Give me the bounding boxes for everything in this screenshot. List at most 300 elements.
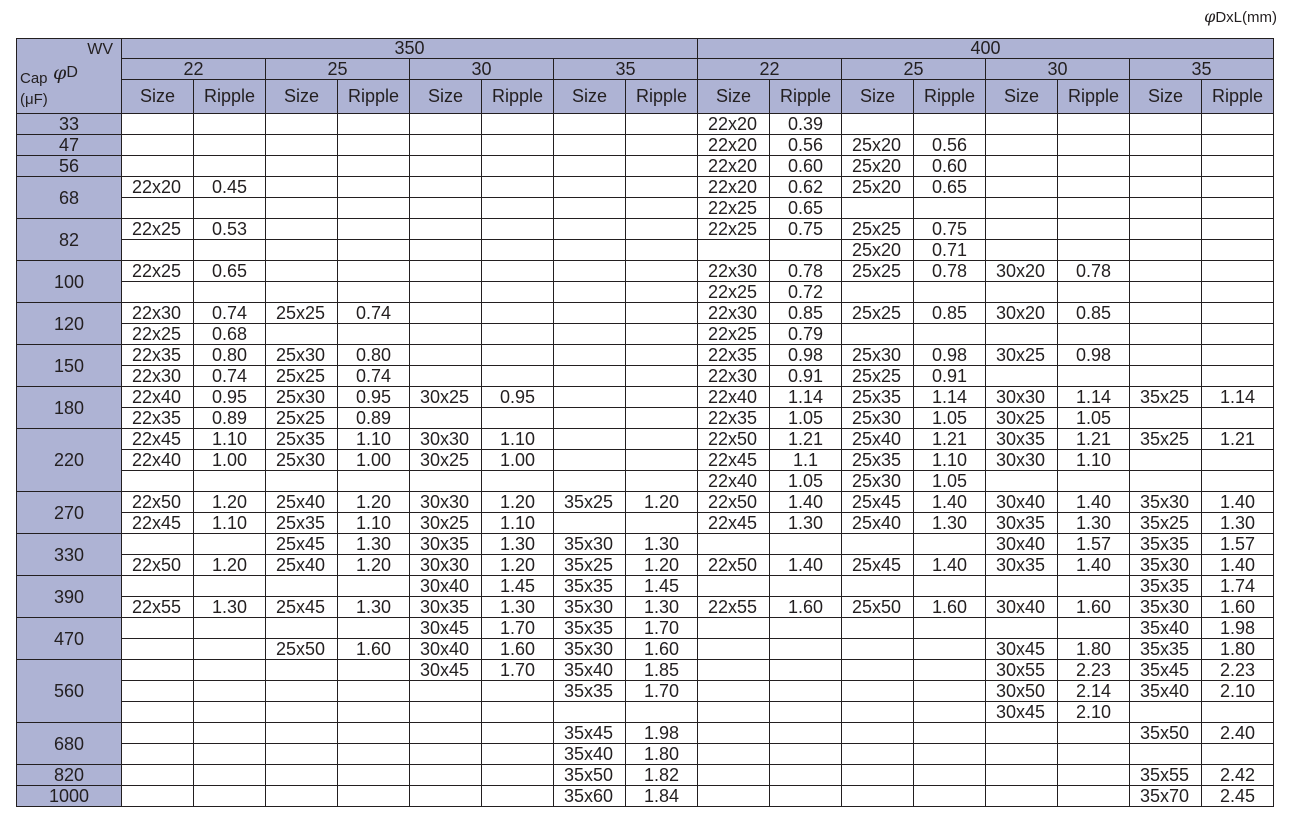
size-column-header: Size (986, 80, 1058, 114)
ripple-cell (1058, 114, 1130, 135)
size-cell: 30x40 (986, 492, 1058, 513)
size-cell (266, 576, 338, 597)
ripple-cell: 0.75 (914, 219, 986, 240)
size-cell: 25x30 (266, 450, 338, 471)
ripple-cell (482, 345, 554, 366)
ripple-cell (626, 303, 698, 324)
size-cell: 25x45 (842, 492, 914, 513)
size-cell: 22x35 (122, 408, 194, 429)
size-cell: 25x40 (266, 555, 338, 576)
table-row (17, 597, 1274, 618)
ripple-cell: 0.74 (338, 366, 410, 387)
size-cell: 35x60 (554, 786, 626, 807)
ripple-cell (1058, 219, 1130, 240)
size-column-header: Size (1130, 80, 1202, 114)
ripple-cell: 1.30 (914, 513, 986, 534)
capacitance-cell: 150 (17, 345, 122, 387)
ripple-cell (482, 219, 554, 240)
ripple-cell (770, 576, 842, 597)
ripple-cell (626, 177, 698, 198)
size-cell (122, 723, 194, 744)
size-cell: 30x50 (986, 681, 1058, 702)
table-row (17, 198, 1274, 219)
ripple-cell (1202, 345, 1274, 366)
size-cell (986, 618, 1058, 639)
ripple-cell: 0.62 (770, 177, 842, 198)
ripple-cell (1202, 366, 1274, 387)
ripple-cell (914, 744, 986, 765)
ripple-cell: 0.78 (770, 261, 842, 282)
size-cell (698, 702, 770, 723)
table-row (17, 282, 1274, 303)
ripple-cell (194, 156, 266, 177)
size-cell (698, 723, 770, 744)
size-cell (1130, 450, 1202, 471)
table-row (17, 366, 1274, 387)
size-cell (554, 366, 626, 387)
ripple-cell: 1.30 (770, 513, 842, 534)
table-row (17, 408, 1274, 429)
ripple-cell (482, 282, 554, 303)
size-cell (698, 639, 770, 660)
size-cell: 22x30 (698, 366, 770, 387)
ripple-cell (194, 618, 266, 639)
size-cell (410, 177, 482, 198)
capacitance-cell: 68 (17, 177, 122, 219)
ripple-cell: 1.10 (338, 429, 410, 450)
ripple-cell (1058, 177, 1130, 198)
size-cell: 22x55 (698, 597, 770, 618)
size-cell: 25x30 (266, 387, 338, 408)
ripple-cell: 1.20 (194, 555, 266, 576)
ripple-cell: 1.98 (1202, 618, 1274, 639)
size-cell: 35x30 (1130, 555, 1202, 576)
cap-label: Cap (20, 70, 48, 87)
table-row (17, 345, 1274, 366)
ripple-cell: 0.60 (770, 156, 842, 177)
size-cell: 30x40 (410, 639, 482, 660)
ripple-cell (194, 240, 266, 261)
ripple-cell: 1.57 (1202, 534, 1274, 555)
ripple-cell (338, 240, 410, 261)
size-cell (266, 114, 338, 135)
size-cell (554, 156, 626, 177)
ripple-cell (1202, 156, 1274, 177)
size-cell: 25x30 (842, 408, 914, 429)
ripple-cell (338, 786, 410, 807)
size-cell (266, 723, 338, 744)
size-cell (986, 219, 1058, 240)
capacitance-cell: 33 (17, 114, 122, 135)
ripple-cell: 0.74 (194, 366, 266, 387)
size-cell (986, 135, 1058, 156)
capacitance-cell: 100 (17, 261, 122, 303)
size-cell (266, 660, 338, 681)
size-cell (122, 576, 194, 597)
size-cell (842, 324, 914, 345)
diameter-header-1: 25 (266, 59, 410, 80)
ripple-cell: 1.00 (194, 450, 266, 471)
size-cell: 25x25 (842, 261, 914, 282)
size-cell: 30x25 (410, 513, 482, 534)
ripple-cell: 1.40 (1202, 555, 1274, 576)
ripple-cell (1202, 744, 1274, 765)
size-cell: 25x40 (842, 513, 914, 534)
size-cell: 25x35 (266, 429, 338, 450)
ripple-cell: 1.60 (338, 639, 410, 660)
size-cell (122, 282, 194, 303)
ripple-cell (1202, 135, 1274, 156)
ripple-cell: 2.45 (1202, 786, 1274, 807)
ripple-cell (1202, 471, 1274, 492)
voltage-header-400: 400 (698, 39, 1274, 59)
table-row (17, 744, 1274, 765)
ripple-cell: 1.40 (914, 492, 986, 513)
diameter-header-7: 35 (1130, 59, 1274, 80)
size-cell: 30x20 (986, 261, 1058, 282)
ripple-cell (626, 240, 698, 261)
size-cell: 35x45 (1130, 660, 1202, 681)
size-cell (554, 408, 626, 429)
ripple-cell (194, 114, 266, 135)
ripple-cell (194, 786, 266, 807)
size-cell (410, 156, 482, 177)
ripple-column-header: Ripple (626, 80, 698, 114)
size-cell: 25x25 (266, 408, 338, 429)
size-cell: 25x45 (842, 555, 914, 576)
size-cell (266, 786, 338, 807)
size-cell (986, 786, 1058, 807)
size-cell (986, 744, 1058, 765)
ripple-cell: 1.10 (482, 429, 554, 450)
ripple-cell (770, 240, 842, 261)
table-row (17, 429, 1274, 450)
size-cell (122, 240, 194, 261)
table-header (17, 39, 1274, 114)
ripple-cell: 1.21 (914, 429, 986, 450)
size-cell (122, 660, 194, 681)
size-cell (122, 639, 194, 660)
table-row (17, 513, 1274, 534)
ripple-cell (1202, 261, 1274, 282)
ripple-cell: 2.14 (1058, 681, 1130, 702)
size-cell (122, 471, 194, 492)
size-cell (842, 702, 914, 723)
table-row (17, 681, 1274, 702)
ripple-cell: 1.20 (338, 492, 410, 513)
ripple-cell: 1.21 (1202, 429, 1274, 450)
size-cell: 30x45 (410, 660, 482, 681)
size-cell: 30x45 (986, 639, 1058, 660)
size-cell: 30x40 (410, 576, 482, 597)
size-cell: 35x70 (1130, 786, 1202, 807)
ripple-cell: 0.80 (194, 345, 266, 366)
ripple-cell (194, 723, 266, 744)
size-cell (122, 681, 194, 702)
size-cell (554, 198, 626, 219)
size-cell (1130, 114, 1202, 135)
capacitance-cell: 1000 (17, 786, 122, 807)
table-row (17, 114, 1274, 135)
diameter-header-row (17, 59, 1274, 80)
ripple-cell: 1.10 (194, 513, 266, 534)
ripple-cell (914, 534, 986, 555)
ripple-cell (338, 324, 410, 345)
size-cell (410, 681, 482, 702)
ripple-cell (482, 240, 554, 261)
size-cell (266, 177, 338, 198)
ripple-cell (1202, 450, 1274, 471)
ripple-cell (482, 198, 554, 219)
ripple-cell (482, 135, 554, 156)
ripple-cell (626, 366, 698, 387)
ripple-cell: 0.74 (194, 303, 266, 324)
size-cell (1130, 366, 1202, 387)
size-cell (554, 324, 626, 345)
ripple-cell (482, 471, 554, 492)
size-cell: 35x35 (1130, 576, 1202, 597)
ripple-cell (338, 723, 410, 744)
size-cell (554, 114, 626, 135)
table-row (17, 135, 1274, 156)
ripple-cell: 1.40 (770, 492, 842, 513)
size-cell: 30x25 (986, 408, 1058, 429)
ripple-cell (338, 261, 410, 282)
ripple-cell: 1.14 (1058, 387, 1130, 408)
ripple-cell: 1.45 (626, 576, 698, 597)
size-cell (698, 744, 770, 765)
size-cell: 35x50 (554, 765, 626, 786)
ripple-cell: 2.40 (1202, 723, 1274, 744)
size-cell (842, 744, 914, 765)
size-cell: 22x20 (698, 114, 770, 135)
size-cell: 35x30 (554, 534, 626, 555)
ripple-cell: 1.10 (194, 429, 266, 450)
ripple-cell (1058, 576, 1130, 597)
ripple-cell (1058, 744, 1130, 765)
size-cell: 30x35 (986, 429, 1058, 450)
size-cell: 22x30 (122, 366, 194, 387)
size-cell (986, 177, 1058, 198)
size-cell: 35x30 (1130, 492, 1202, 513)
size-cell: 25x35 (842, 387, 914, 408)
ripple-cell: 0.60 (914, 156, 986, 177)
capacitance-cell: 820 (17, 765, 122, 786)
size-cell: 25x45 (266, 534, 338, 555)
size-cell (698, 765, 770, 786)
ripple-cell (1058, 282, 1130, 303)
ripple-cell (914, 282, 986, 303)
size-cell: 22x40 (122, 450, 194, 471)
ripple-cell: 1.70 (626, 618, 698, 639)
size-column-header: Size (266, 80, 338, 114)
ripple-cell: 2.10 (1058, 702, 1130, 723)
size-cell: 25x40 (842, 429, 914, 450)
ripple-cell: 1.30 (482, 597, 554, 618)
size-cell (698, 534, 770, 555)
ripple-cell: 0.74 (338, 303, 410, 324)
size-cell: 25x30 (842, 345, 914, 366)
ripple-cell (1058, 471, 1130, 492)
size-cell: 35x25 (1130, 513, 1202, 534)
ripple-cell: 2.23 (1058, 660, 1130, 681)
ripple-cell (482, 366, 554, 387)
ripple-cell (1058, 765, 1130, 786)
ripple-cell: 0.56 (770, 135, 842, 156)
size-cell: 22x50 (122, 492, 194, 513)
ripple-cell: 1.45 (482, 576, 554, 597)
size-cell: 25x20 (842, 135, 914, 156)
ripple-cell (626, 156, 698, 177)
size-cell (986, 723, 1058, 744)
size-cell (122, 156, 194, 177)
phi-symbol: φ (1204, 7, 1216, 26)
size-cell: 22x25 (698, 198, 770, 219)
ripple-cell (338, 471, 410, 492)
size-cell (554, 303, 626, 324)
size-cell: 30x40 (986, 534, 1058, 555)
ripple-cell: 0.85 (1058, 303, 1130, 324)
phi-d-symbol: φ (53, 62, 67, 84)
ripple-cell (338, 156, 410, 177)
size-cell (410, 744, 482, 765)
ripple-cell: 1.40 (1058, 555, 1130, 576)
ripple-cell (482, 261, 554, 282)
diameter-label (53, 62, 78, 84)
ripple-cell (1202, 702, 1274, 723)
ripple-cell (194, 639, 266, 660)
size-cell (986, 198, 1058, 219)
size-cell (842, 576, 914, 597)
size-cell (1130, 303, 1202, 324)
ripple-cell: 1.82 (626, 765, 698, 786)
size-cell: 25x20 (842, 177, 914, 198)
wv-label: WV (87, 41, 113, 58)
ripple-cell (626, 219, 698, 240)
size-cell (698, 681, 770, 702)
size-cell (410, 114, 482, 135)
size-cell: 30x30 (986, 387, 1058, 408)
table-row (17, 618, 1274, 639)
size-cell: 25x30 (266, 345, 338, 366)
ripple-cell (338, 135, 410, 156)
size-cell: 22x25 (122, 324, 194, 345)
size-cell: 30x30 (410, 555, 482, 576)
ripple-cell: 1.20 (194, 492, 266, 513)
capacitance-cell: 330 (17, 534, 122, 576)
ripple-cell (1058, 198, 1130, 219)
diameter-header-2: 30 (410, 59, 554, 80)
size-cell (410, 303, 482, 324)
size-cell: 22x20 (698, 177, 770, 198)
size-cell: 22x45 (698, 450, 770, 471)
ripple-cell (914, 786, 986, 807)
ripple-cell: 1.05 (770, 471, 842, 492)
size-cell: 30x25 (410, 450, 482, 471)
size-cell (1130, 240, 1202, 261)
ripple-cell: 1.20 (338, 555, 410, 576)
ripple-cell: 0.98 (914, 345, 986, 366)
ripple-cell (1058, 240, 1130, 261)
size-cell (410, 345, 482, 366)
size-cell: 35x25 (1130, 387, 1202, 408)
size-cell (1130, 744, 1202, 765)
table-row (17, 786, 1274, 807)
size-cell (410, 198, 482, 219)
size-cell (1130, 345, 1202, 366)
size-cell (410, 702, 482, 723)
size-cell (698, 576, 770, 597)
size-cell (122, 744, 194, 765)
ripple-cell (194, 681, 266, 702)
size-cell (410, 723, 482, 744)
capacitance-cell: 390 (17, 576, 122, 618)
size-cell (986, 576, 1058, 597)
ripple-cell (914, 324, 986, 345)
voltage-header-350: 350 (122, 39, 698, 59)
size-cell (122, 765, 194, 786)
size-cell: 25x35 (266, 513, 338, 534)
size-cell: 22x35 (698, 345, 770, 366)
ripple-cell (194, 282, 266, 303)
size-cell (122, 618, 194, 639)
size-cell (266, 282, 338, 303)
ripple-cell: 1.30 (338, 534, 410, 555)
size-cell (1130, 471, 1202, 492)
ripple-cell: 1.80 (626, 744, 698, 765)
size-cell: 22x45 (698, 513, 770, 534)
ripple-cell (1058, 786, 1130, 807)
ripple-cell (914, 576, 986, 597)
ripple-cell (338, 765, 410, 786)
ripple-cell (338, 282, 410, 303)
ripple-cell: 1.21 (1058, 429, 1130, 450)
ripple-column-header: Ripple (770, 80, 842, 114)
table-row (17, 303, 1274, 324)
ripple-cell (914, 618, 986, 639)
size-cell: 22x40 (698, 387, 770, 408)
size-cell: 30x35 (410, 534, 482, 555)
size-cell (842, 114, 914, 135)
size-cell: 35x25 (1130, 429, 1202, 450)
size-cell: 25x25 (842, 366, 914, 387)
ripple-cell (482, 702, 554, 723)
table-row (17, 492, 1274, 513)
table-body (17, 114, 1274, 807)
ripple-cell: 1.40 (1202, 492, 1274, 513)
ripple-cell (770, 786, 842, 807)
size-cell (554, 219, 626, 240)
size-column-header: Size (410, 80, 482, 114)
ripple-cell (338, 114, 410, 135)
ripple-cell (1058, 366, 1130, 387)
ripple-cell: 0.45 (194, 177, 266, 198)
size-cell (554, 177, 626, 198)
ripple-cell (194, 534, 266, 555)
table-row (17, 156, 1274, 177)
size-cell: 25x35 (842, 450, 914, 471)
size-cell: 25x20 (842, 240, 914, 261)
size-cell: 22x55 (122, 597, 194, 618)
ripple-cell: 1.10 (1058, 450, 1130, 471)
size-cell (266, 261, 338, 282)
ripple-cell: 0.85 (770, 303, 842, 324)
size-cell (554, 387, 626, 408)
ripple-cell (194, 765, 266, 786)
size-cell: 35x30 (554, 639, 626, 660)
size-cell: 35x25 (554, 555, 626, 576)
ripple-cell: 1.14 (1202, 387, 1274, 408)
